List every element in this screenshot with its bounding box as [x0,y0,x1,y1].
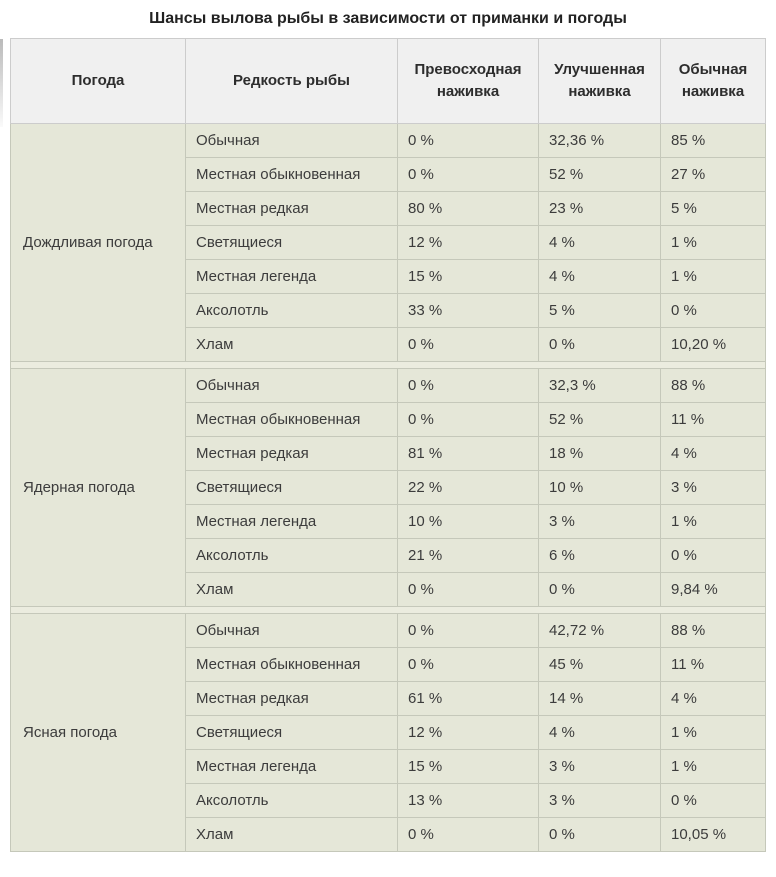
chance-cell: 13 % [398,784,539,818]
table-title: Шансы вылова рыбы в зависимости от приманки и погоды [149,10,627,27]
chance-cell: 9,84 % [661,573,766,607]
chance-cell: 45 % [539,648,661,682]
weather-cell: Дождливая погода [11,124,186,362]
chance-cell: 0 % [539,573,661,607]
chance-cell: 10 % [398,505,539,539]
rarity-cell: Местная редкая [186,192,398,226]
chance-cell: 0 % [539,818,661,852]
chance-cell: 3 % [539,505,661,539]
chance-cell: 61 % [398,682,539,716]
chance-cell: 85 % [661,124,766,158]
chance-cell: 18 % [539,437,661,471]
rarity-cell: Светящиеся [186,226,398,260]
weather-cell: Ясная погода [11,614,186,852]
chance-cell: 1 % [661,716,766,750]
chance-cell: 0 % [398,328,539,362]
chance-cell: 88 % [661,614,766,648]
header-row [11,39,766,124]
group-separator-row [11,607,766,614]
chance-cell: 0 % [398,648,539,682]
table-body [11,124,766,852]
chance-cell: 0 % [398,403,539,437]
chance-cell: 3 % [661,471,766,505]
column-header-weather: Погода [11,39,186,124]
chance-cell: 4 % [539,260,661,294]
chance-cell: 10,20 % [661,328,766,362]
fish-catch-chances-table [10,38,766,852]
rarity-cell: Местная обыкновенная [186,158,398,192]
rarity-cell: Аксолотль [186,539,398,573]
rarity-cell: Обычная [186,369,398,403]
weather-cell: Ядерная погода [11,369,186,607]
chance-cell: 4 % [661,682,766,716]
rarity-cell: Хлам [186,818,398,852]
rarity-cell: Аксолотль [186,784,398,818]
table-row [11,614,766,648]
chance-cell: 0 % [398,124,539,158]
chance-cell: 0 % [398,369,539,403]
left-edge-shadow [0,39,3,127]
chance-cell: 32,3 % [539,369,661,403]
chance-cell: 4 % [539,716,661,750]
chance-cell: 0 % [539,328,661,362]
group-separator-cell [11,607,766,614]
chance-cell: 32,36 % [539,124,661,158]
chance-cell: 0 % [661,294,766,328]
chance-cell: 0 % [398,158,539,192]
chance-cell: 81 % [398,437,539,471]
group-separator-cell [11,362,766,369]
chance-cell: 15 % [398,260,539,294]
chance-cell: 21 % [398,539,539,573]
chance-cell: 4 % [539,226,661,260]
chance-cell: 52 % [539,403,661,437]
rarity-cell: Местная редкая [186,682,398,716]
rarity-cell: Местная легенда [186,505,398,539]
chance-cell: 11 % [661,648,766,682]
chance-cell: 88 % [661,369,766,403]
chance-cell: 12 % [398,716,539,750]
rarity-cell: Местная обыкновенная [186,648,398,682]
chance-cell: 1 % [661,750,766,784]
rarity-cell: Светящиеся [186,471,398,505]
table-row [11,369,766,403]
chance-cell: 14 % [539,682,661,716]
rarity-cell: Обычная [186,124,398,158]
chance-cell: 33 % [398,294,539,328]
chance-cell: 42,72 % [539,614,661,648]
rarity-cell: Местная редкая [186,437,398,471]
rarity-cell: Хлам [186,328,398,362]
chance-cell: 27 % [661,158,766,192]
chance-cell: 22 % [398,471,539,505]
chance-cell: 1 % [661,226,766,260]
chance-cell: 6 % [539,539,661,573]
rarity-cell: Обычная [186,614,398,648]
chance-cell: 0 % [398,573,539,607]
chance-cell: 12 % [398,226,539,260]
column-header-improved-bait: Улучшенная наживка [539,39,661,124]
chance-cell: 10,05 % [661,818,766,852]
rarity-cell: Аксолотль [186,294,398,328]
chance-cell: 1 % [661,260,766,294]
chance-cell: 3 % [539,750,661,784]
chance-cell: 15 % [398,750,539,784]
chance-cell: 23 % [539,192,661,226]
chance-cell: 1 % [661,505,766,539]
chance-cell: 5 % [539,294,661,328]
chance-cell: 5 % [661,192,766,226]
chance-cell: 52 % [539,158,661,192]
rarity-cell: Местная обыкновенная [186,403,398,437]
rarity-cell: Местная легенда [186,260,398,294]
table-row [11,124,766,158]
column-header-excellent-bait: Превосходная наживка [398,39,539,124]
rarity-cell: Светящиеся [186,716,398,750]
chance-cell: 10 % [539,471,661,505]
chance-cell: 4 % [661,437,766,471]
column-header-rarity: Редкость рыбы [186,39,398,124]
rarity-cell: Местная легенда [186,750,398,784]
chance-cell: 3 % [539,784,661,818]
column-header-regular-bait: Обычная наживка [661,39,766,124]
chance-cell: 80 % [398,192,539,226]
chance-cell: 0 % [398,818,539,852]
chance-cell: 0 % [398,614,539,648]
chance-cell: 0 % [661,784,766,818]
chance-cell: 0 % [661,539,766,573]
rarity-cell: Хлам [186,573,398,607]
chance-cell: 11 % [661,403,766,437]
group-separator-row [11,362,766,369]
